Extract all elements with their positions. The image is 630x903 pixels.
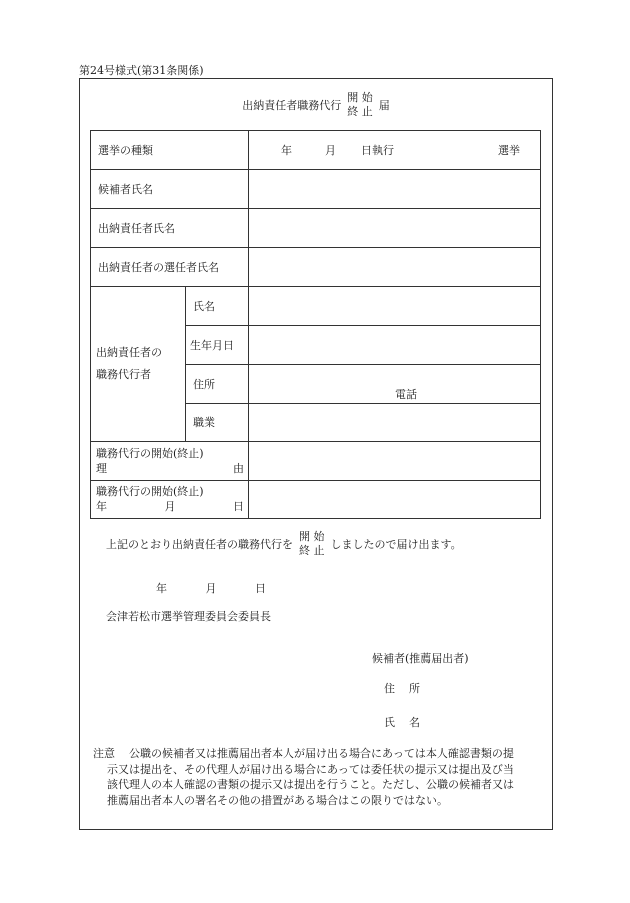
signer-address-label [384,680,420,696]
deputy-label-line2: 職務代行者 [96,367,151,381]
table-border-bottom [90,518,541,519]
election-month-label: 月 [325,143,336,157]
notice-line3: 該代理人の本人確認の書類の提示又は提出を行うこと。ただし、公職の候補者又は [107,778,514,792]
declaration-statement [106,530,462,558]
notice-head: 注意 [93,747,115,760]
deputy-phone-label: 電話 [395,388,417,401]
deputy-label-line1: 出納責任者の [96,345,162,359]
statement-option-end: 終 止 [299,544,325,557]
change-date-year: 年 [96,500,107,513]
submission-day: 日 [255,582,266,595]
deputy-occupation-field[interactable] [250,403,540,441]
deputy-name-label: 氏名 [193,299,215,313]
election-day-held-label: 日執行 [361,143,394,157]
signer-name-char1: 氏 [384,716,395,729]
form-title [79,91,553,119]
change-date-day: 日 [233,500,244,513]
notice-line1 [93,746,548,762]
deputy-name-field[interactable] [250,286,540,325]
reason-label-line1: 職務代行の開始(終止) [96,446,204,460]
form-number-label: 第24号様式(第31条関係) [79,64,204,77]
table-rule-vertical [248,130,249,519]
statement-option-stack [299,530,325,558]
signer-address-char2: 所 [409,682,420,695]
table-border-right [540,130,541,519]
reason-label [96,441,244,480]
deputy-occupation-label: 職業 [193,416,215,429]
change-date-label-line2 [96,499,244,514]
submission-date [156,580,266,596]
title-option-end: 終 止 [347,105,373,118]
reason-label-left: 理 [96,461,107,475]
election-suffix-label: 選挙 [498,143,520,157]
reason-field[interactable] [250,441,540,480]
election-type-label [98,130,240,169]
notice-line4: 推薦届出者本人の署名その他の措置がある場合はこの限りではない。 [107,793,448,807]
change-date-field[interactable] [250,480,540,518]
appointer-name-field[interactable] [250,247,540,286]
notice [93,746,548,808]
notice-text1: 公職の候補者又は推薦届出者本人が届け出る場合にあっては本人確認書類の提 [129,747,514,760]
deputy-birth-date-field[interactable] [250,325,540,364]
signer-name-label [384,714,420,730]
table-rule-vertical [185,286,186,441]
statement-before: 上記のとおり出納責任者の職務代行を [106,538,293,551]
appointer-name-label [98,247,246,286]
reason-label-right: 由 [233,461,244,475]
treasurer-name-field[interactable] [250,208,540,247]
candidate-signer-label: 候補者(推薦届出者) [372,652,469,665]
title-main: 出納責任者職務代行 [242,99,342,112]
change-date-label-line1: 職務代行の開始(終止) [96,485,204,498]
reason-label-line2 [96,461,244,476]
title-option-stack [347,91,373,119]
submission-month: 月 [205,582,217,595]
election-type-field[interactable] [250,130,540,169]
treasurer-name-label [98,208,240,247]
candidate-name-label-text: 候補者氏名 [98,182,153,196]
candidate-name-label [98,169,240,208]
statement-after: しましたので届け出ます。 [330,538,462,551]
election-type-label-text: 選挙の種類 [98,143,153,157]
signer-address-char1: 住 [384,682,395,695]
deputy-group-label [96,286,182,441]
title-suffix: 届 [378,99,390,112]
appointer-name-label-text: 出納責任者の選任者氏名 [98,260,219,274]
candidate-name-field[interactable] [250,169,540,208]
change-date-label [96,480,244,518]
signer-name-char2: 名 [409,716,420,729]
change-date-month: 月 [164,500,176,513]
election-year-label: 年 [281,143,292,157]
deputy-address-label: 住所 [193,377,215,391]
deputy-birth-date-label: 生年月日 [190,338,234,352]
title-option-start: 開 始 [347,91,373,104]
treasurer-name-label-text: 出納責任者氏名 [98,221,175,235]
statement-option-start: 開 始 [299,530,325,543]
form-table [90,130,541,518]
addressee: 会津若松市選挙管理委員会委員長 [106,610,271,623]
table-border-left [90,130,91,519]
submission-year: 年 [156,582,167,595]
notice-line2: 示又は提出を、その代理人が届け出る場合にあっては委任状の提示又は提出及び当 [107,762,514,776]
